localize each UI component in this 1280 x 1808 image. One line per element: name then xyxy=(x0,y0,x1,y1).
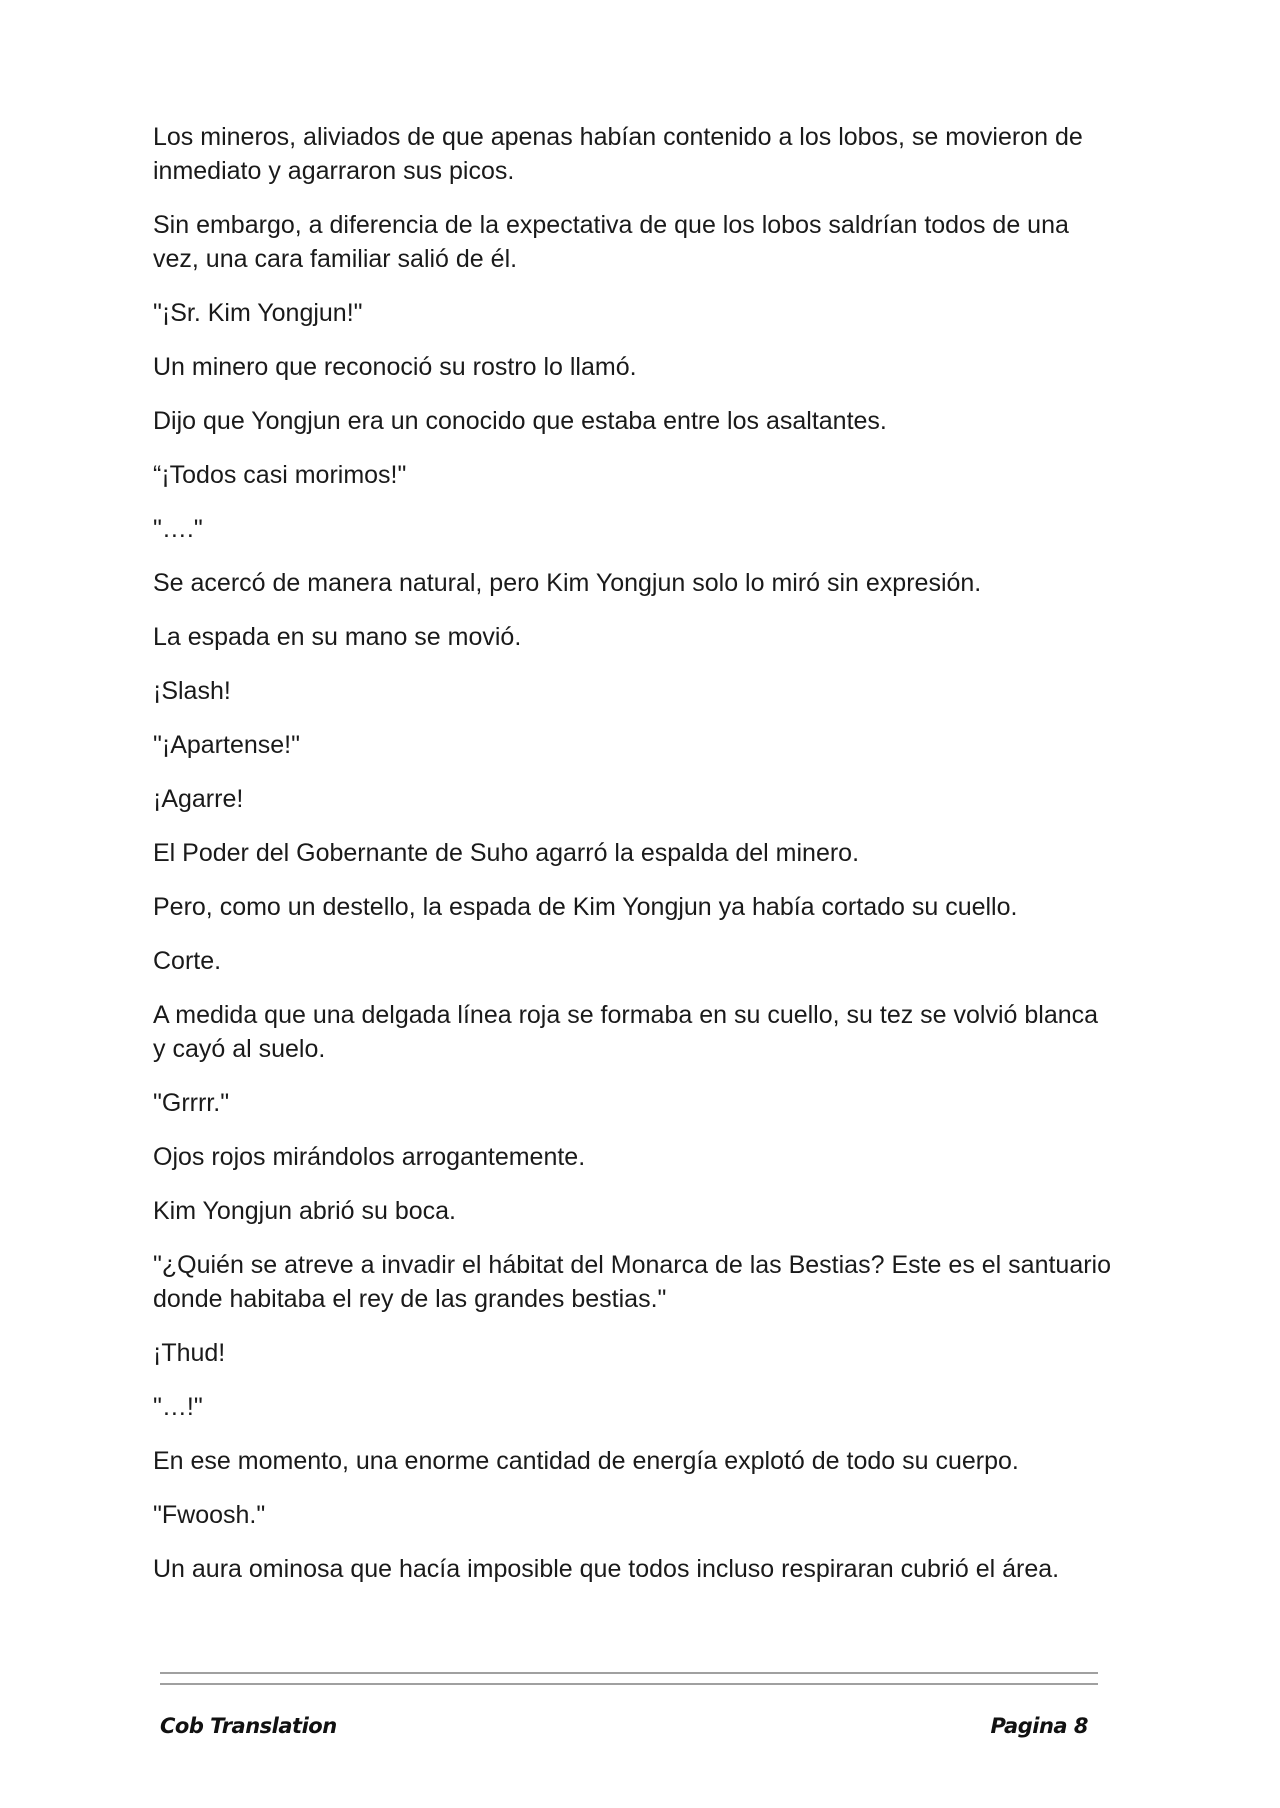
paragraph: En ese momento, una enorme cantidad de energía explotó de todo su cuerpo. xyxy=(153,1447,1019,1475)
footer-translator-credit: Cob Translation xyxy=(160,1714,337,1738)
paragraph: "Fwoosh." xyxy=(153,1501,266,1529)
paragraph: Los mineros, aliviados de que apenas habían contenido a los lobos, se movieron de inmediato y agarraron sus picos. xyxy=(153,123,1083,185)
paragraph: Dijo que Yongjun era un conocido que estaba entre los asaltantes. xyxy=(153,407,887,435)
paragraph: "¡Apartense!" xyxy=(153,731,300,759)
paragraph: El Poder del Gobernante de Suho agarró la espalda del minero. xyxy=(153,839,860,867)
paragraph: Kim Yongjun abrió su boca. xyxy=(153,1197,456,1225)
paragraph: Ojos rojos mirándolos arrogantemente. xyxy=(153,1143,586,1171)
footer-page-number: Pagina 8 xyxy=(990,1714,1088,1738)
paragraph: ¡Slash! xyxy=(153,677,231,705)
paragraph: Sin embargo, a diferencia de la expectativa de que los lobos saldrían todos de una vez, una cara familiar salió de él. xyxy=(153,211,1069,273)
footer-divider-bottom xyxy=(160,1683,1098,1685)
paragraph: "…!" xyxy=(153,1393,203,1421)
paragraph: A medida que una delgada línea roja se formaba en su cuello, su tez se volvió blanca y cayó al suelo. xyxy=(153,1001,1099,1063)
paragraph: "¡Sr. Kim Yongjun!" xyxy=(153,299,363,327)
paragraph: "¿Quién se atreve a invadir el hábitat del Monarca de las Bestias? Este es el santuario donde habitaba el rey de las grandes bestias." xyxy=(153,1251,1112,1313)
paragraph: Corte. xyxy=(153,947,222,975)
paragraph: “¡Todos casi morimos!" xyxy=(153,461,407,489)
footer-divider-top xyxy=(160,1672,1098,1674)
paragraph: "Grrrr." xyxy=(153,1089,230,1117)
paragraph: ¡Agarre! xyxy=(153,785,244,813)
paragraph: Un aura ominosa que hacía imposible que todos incluso respiraran cubrió el área. xyxy=(153,1555,1060,1583)
paragraph: ¡Thud! xyxy=(153,1339,226,1367)
paragraph: "…." xyxy=(153,515,203,543)
paragraph: Se acercó de manera natural, pero Kim Yongjun solo lo miró sin expresión. xyxy=(153,569,982,597)
page-body xyxy=(153,120,1113,1606)
paragraph: Pero, como un destello, la espada de Kim Yongjun ya había cortado su cuello. xyxy=(153,893,1018,921)
paragraph: La espada en su mano se movió. xyxy=(153,623,522,651)
paragraph: Un minero que reconoció su rostro lo llamó. xyxy=(153,353,637,381)
